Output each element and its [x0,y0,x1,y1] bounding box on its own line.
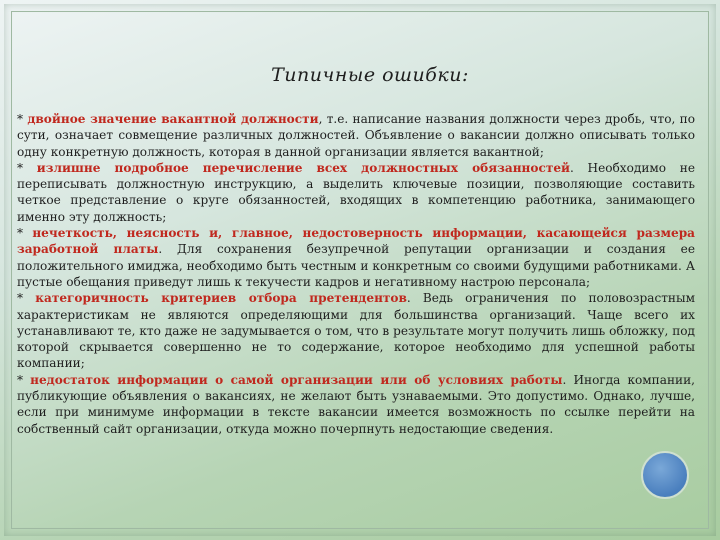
list-item [17,372,695,437]
bullet-marker: * [17,160,24,175]
item-highlight: двойное значение вакантной должности [27,112,319,126]
item-text: . Иногда компании, публикующие объявления о вакансиях, не желают быть узнаваемыми. Это допустимо. Однако, лучше, если при минимуме информации в тексте вакансии имеется возможность по ссылке перейти на собственный сайт организации, откуда можно почерпнуть недостающие сведения. [17,372,695,436]
item-text: . Необходимо не переписывать должностную инструкцию, а выделить ключевые позиции, позволяющие составить четкое представление о круге обязанностей, входящих в компетенцию работника, занимающего именно эту должность; [17,160,695,224]
item-highlight: недостаток информации о самой организации или об условиях работы [30,372,563,387]
item-highlight: категоричность критериев отбора претендентов [35,291,407,306]
decor-circle [641,451,689,499]
bullet-marker: * [17,112,24,126]
bullet-marker: * [17,372,24,387]
item-text: . Для сохранения безупречной репутации организации и создания ее положительного имиджа, необходимо быть честным и конкретным со своими будущими работниками. А пустые обещания приведут лишь к текучести кадров и негативному настрою персонала; [17,242,695,289]
item-highlight: нечеткость, неясность и, главное, недостоверность информации, касающейся размера заработной платы [17,226,695,257]
item-highlight: излишне подробное перечисление всех должностных обязанностей [36,160,570,175]
bullet-marker: * [17,291,24,306]
slide-body [17,111,695,437]
list-item [17,111,695,160]
bullet-marker: * [17,226,24,241]
list-item [17,160,695,225]
item-text: . Ведь ограничения по половозрастным характеристикам не являются определяющими для большинства организаций. Чаще всего их устанавливают те, кто даже не задумывается о том, что в результате могут получить лишь обложку, под которой скрывается совершенно не то содержание, которое необходимо для успешной работы компании; [17,291,695,371]
list-item [17,290,695,371]
list-item [17,225,695,290]
item-text: , т.е. написание названия должности через дробь, что, по сути, означает совмещение различных должностей. Объявление о вакансии должно описывать только одну конкретную должность, которая в данной организации является вакантной; [17,112,695,159]
slide-title: Типичные ошибки: [271,64,469,86]
